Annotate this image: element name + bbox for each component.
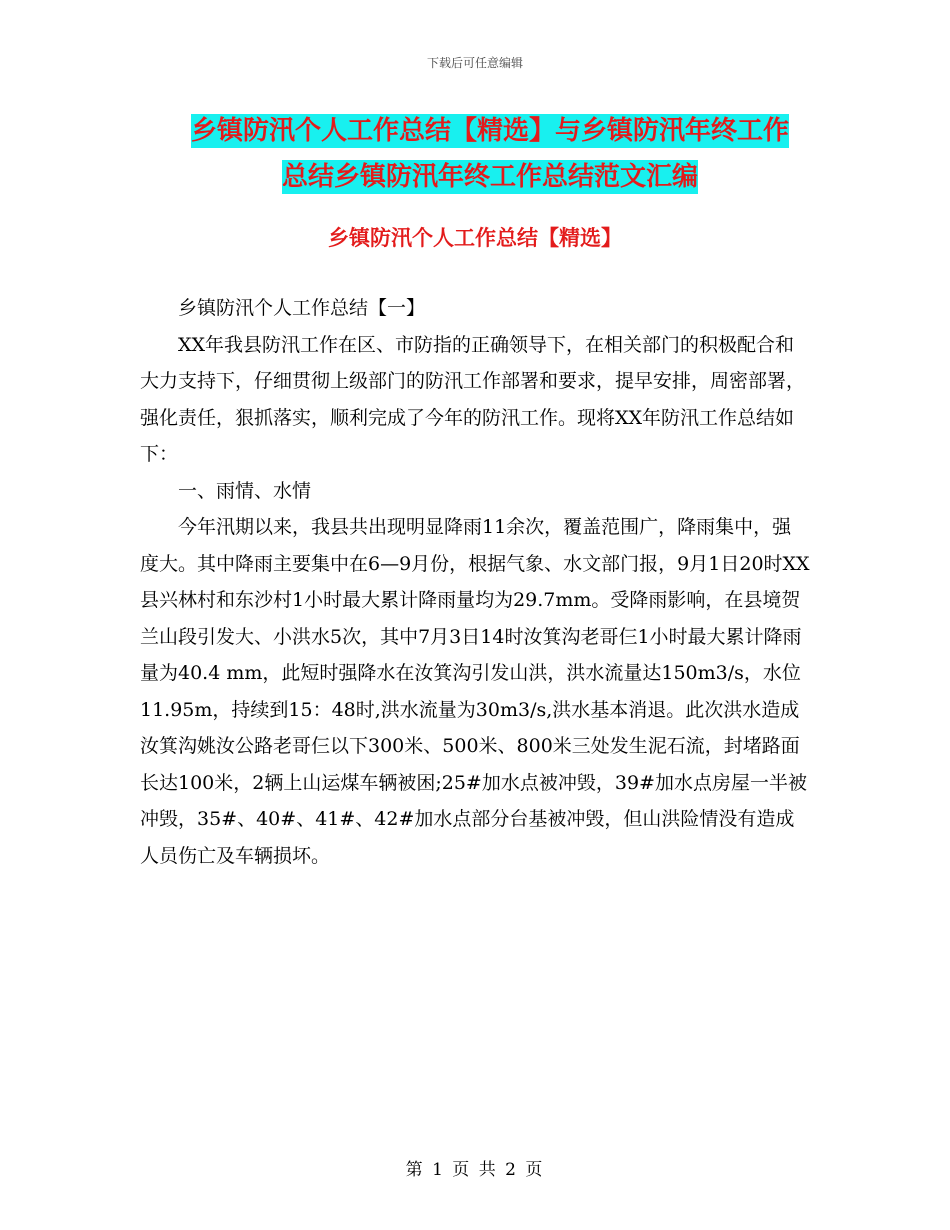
body-text	[140, 290, 810, 874]
paragraph-subheading: 乡镇防汛个人工作总结【一】	[178, 297, 426, 319]
page-number-footer: 第 1 页 共 2 页	[405, 1160, 545, 1180]
paragraph-rain-details: 今年汛期以来，我县共出现明显降雨11余次，覆盖范围广，降雨集中，强度大。其中降雨主要集中在6—9月份，根据气象、水文部门报，9月1日20时XX县兴林村和东沙村1小时最大累计降雨量均为29.7mm。受降雨影响，在县境贺兰山段引发大、小洪水5次，其中7月3日14时汝箕沟老哥仨1小时最大累计降雨量为40.4 mm，此短时强降水在汝箕沟引发山洪，洪水流量达150m3/s，水位11.95m，持续到15：48时,洪水流量为30m3/s,洪水基本消退。此次洪水造成汝箕沟姚汝公路老哥仨以下300米、500米、800米三处发生泥石流，封堵路面长达100米，2辆上山运煤车辆被困;25#加水点被冲毁，39#加水点房屋一半被冲毁，35#、40#、41#、42#加水点部分台基被冲毁，但山洪险情没有造成人员伤亡及车辆损坏。	[140, 516, 810, 867]
document-title-line-1: 乡镇防汛个人工作总结【精选】与乡镇防汛年终工作	[190, 116, 789, 146]
section-title: 乡镇防汛个人工作总结【精选】	[328, 226, 622, 250]
document-title-line-2: 总结乡镇防汛年终工作总结范文汇编	[281, 162, 698, 192]
paragraph-heading-rain-water: 一、雨情、水情	[178, 479, 312, 502]
document-title	[140, 108, 840, 200]
header-note: 下载后可任意编辑	[426, 56, 523, 70]
paragraph-intro: XX年我县防汛工作在区、市防指的正确领导下，在相关部门的积极配合和大力支持下，仔细贯彻上级部门的防汛工作部署和要求，提早安排，周密部署，强化责任，狠抓落实，顺利完成了今年的防汛工作。现将XX年防汛工作总结如下：	[140, 333, 806, 465]
